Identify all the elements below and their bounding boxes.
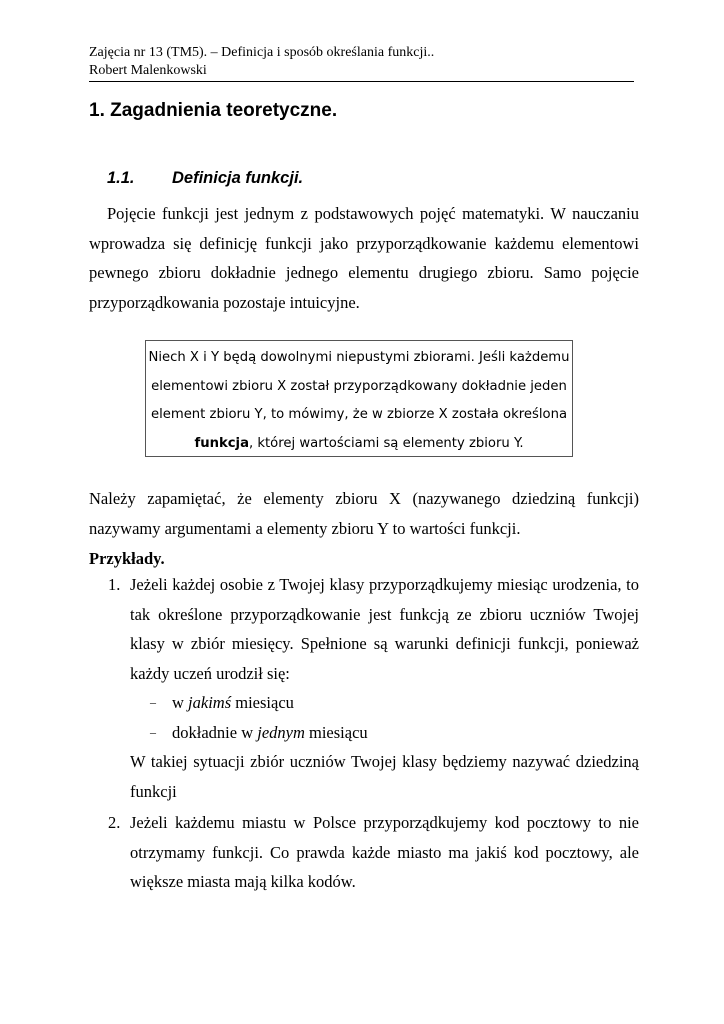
example-item [89, 570, 639, 806]
dash-bullet-icon: – [150, 724, 156, 739]
example-closing-text: W takiej sytuacji zbiór uczniów Twojej klasy będziemy nazywać dziedziną funkcji [130, 752, 639, 801]
intro-paragraph: Pojęcie funkcji jest jednym z podstawowych pojęć matematyki. W nauczaniu wprowadza się definicję funkcji jako przyporządkowanie każdemu elementowi pewnego zbioru dokładnie jednego elementu drugiego zbioru. Samo pojęcie przyporządkowania pozostaje intuicyjne. [89, 204, 639, 312]
header-course-line: Zajęcia nr 13 (TM5). – Definicja i sposób określania funkcji.. [89, 45, 435, 60]
remark-paragraph: Należy zapamiętać, że elementy zbioru X (nazywanego dziedziną funkcji) nazywamy argumentami a elementy zbioru Y to wartości funkcji. [89, 489, 639, 538]
example-bullet [150, 718, 639, 748]
definition-line-4-rest: , której wartościami są elementy zbioru Y. [248, 435, 524, 451]
subsection-heading [107, 169, 303, 188]
page-header [89, 44, 634, 82]
definition-line-4 [146, 430, 572, 459]
example-text: Jeżeli każdej osobie z Twojej klasy przyporządkujemy miesiąc urodzenia, to tak określone przyporządkowanie jest funkcją ze zbioru uczniów Twojej klasy w zbiór miesięcy. Spełnione są warunki definicji funkcji, ponieważ każdy uczeń urodził się: [130, 575, 639, 683]
example-number: 2. [108, 813, 121, 832]
definition-line-1: Niech X i Y będą dowolnymi niepustymi zbiorami. Jeśli każdemu [148, 350, 570, 365]
definition-box [145, 340, 573, 457]
bullet-text-after: miesiącu [231, 693, 294, 712]
example-number: 1. [108, 575, 121, 594]
subsection-title: Definicja funkcji. [172, 169, 304, 187]
bullet-text-after: miesiącu [304, 722, 368, 742]
header-author-line: Robert Malenkowski [89, 62, 634, 82]
bullet-text-before: w [172, 693, 189, 712]
bullet-italic-word: jednym [257, 722, 305, 742]
example-text: Jeżeli każdemu miastu w Polsce przyporządkujemy kod pocztowy to nie otrzymamy funkcji. Co prawda każde miasto ma jakiś kod pocztowy, ale większe miasta mają kilka kodów. [130, 813, 639, 891]
dash-bullet-icon: – [150, 695, 156, 709]
bullet-italic-word: jakimś [188, 693, 232, 712]
section-title: 1. Zagadnienia teoretyczne. [89, 100, 338, 121]
subsection-number: 1.1. [107, 169, 135, 187]
example-item [89, 808, 639, 897]
definition-term: funkcja [194, 435, 249, 451]
bullet-text-before: dokładnie w [172, 722, 258, 742]
examples-label: Przykłady. [89, 549, 165, 568]
example-bullet [150, 688, 639, 718]
definition-line-3: element zbioru Y, to mówimy, że w zbiorze X została określona [150, 407, 568, 422]
definition-line-2: elementowi zbioru X został przyporządkowany dokładnie jeden [151, 378, 567, 394]
